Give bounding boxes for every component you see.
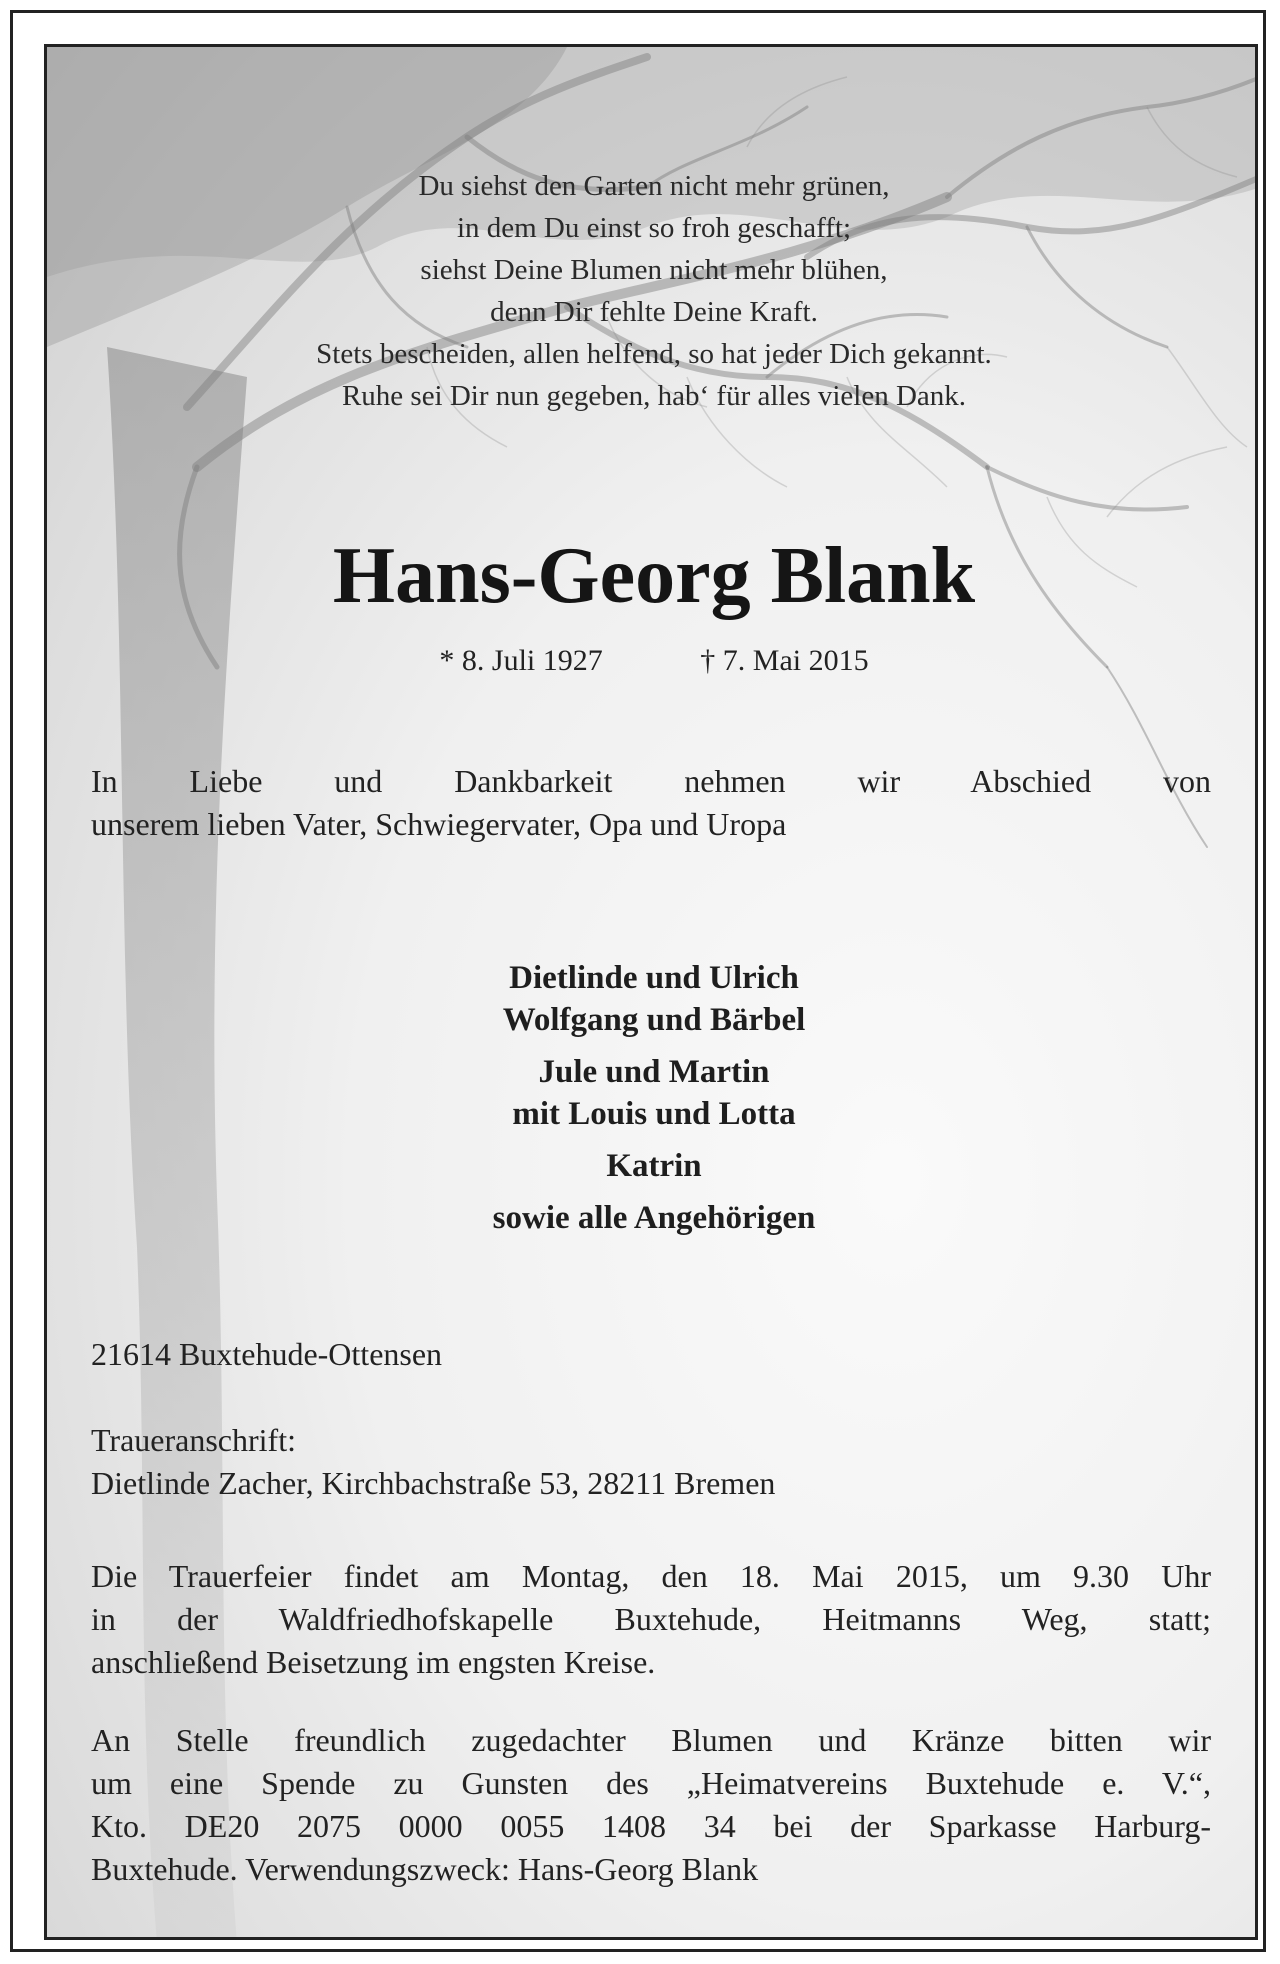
family-member: mit Louis und Lotta	[512, 1096, 796, 1132]
family-member: Wolfgang und Bärbel	[502, 1002, 806, 1038]
donation-info	[91, 1719, 1211, 1891]
poem-line: denn Dir fehlte Deine Kraft.	[490, 296, 818, 328]
poem-line: in dem Du einst so froh geschafft;	[456, 212, 852, 244]
poem-line: siehst Deine Blumen nicht mehr blühen,	[420, 254, 888, 286]
family-list	[47, 957, 1258, 1239]
poem-line: Stets bescheiden, allen helfend, so hat jeder Dich gekannt.	[316, 338, 992, 370]
poem-line: Du siehst den Garten nicht mehr grünen,	[418, 170, 890, 202]
poem-line: Ruhe sei Dir nun gegeben, hab‘ für alles vielen Dank.	[341, 380, 967, 412]
death-date: † 7. Mai 2015	[700, 644, 869, 677]
donation-line: An Stelle freundlich zugedachter Blumen und Kränze bitten wir	[91, 1722, 1211, 1758]
donation-line: um eine Spende zu Gunsten des „Heimatvereins Buxtehude e. V.“,	[91, 1765, 1211, 1801]
address-value: Dietlinde Zacher, Kirchbachstraße 53, 28211 Bremen	[91, 1465, 776, 1501]
ceremony-info	[91, 1555, 1211, 1684]
notice-panel	[44, 44, 1258, 1940]
family-member: Dietlinde und Ulrich	[509, 960, 799, 996]
donation-line: Buxtehude. Verwendungszweck: Hans-Georg Blank	[91, 1851, 759, 1887]
family-member: Katrin	[606, 1148, 702, 1184]
intro-line: unserem lieben Vater, Schwiegervater, Opa und Uropa	[91, 806, 787, 842]
family-member: Jule und Martin	[538, 1054, 770, 1090]
donation-line: Kto. DE20 2075 0000 0055 1408 34 bei der Sparkasse Harburg-	[91, 1808, 1211, 1844]
poem	[47, 165, 1258, 417]
mourning-address	[91, 1419, 1211, 1505]
page	[10, 10, 1266, 1952]
address-label: Traueranschrift:	[91, 1422, 296, 1458]
location: 21614 Buxtehude-Ottensen	[91, 1336, 443, 1372]
family-member: sowie alle Angehörigen	[492, 1200, 816, 1236]
birth-date: * 8. Juli 1927	[439, 644, 603, 677]
intro-line: In Liebe und Dankbarkeit nehmen wir Abschied von	[91, 763, 1211, 799]
deceased-name: Hans-Georg Blank	[332, 532, 976, 620]
intro-text	[91, 760, 1211, 846]
ceremony-line: Die Trauerfeier findet am Montag, den 18. Mai 2015, um 9.30 Uhr	[91, 1558, 1211, 1594]
life-dates	[47, 641, 1258, 681]
ceremony-line: anschließend Beisetzung im engsten Kreise.	[91, 1644, 656, 1680]
ceremony-line: in der Waldfriedhofskapelle Buxtehude, Heitmanns Weg, statt;	[91, 1601, 1211, 1637]
